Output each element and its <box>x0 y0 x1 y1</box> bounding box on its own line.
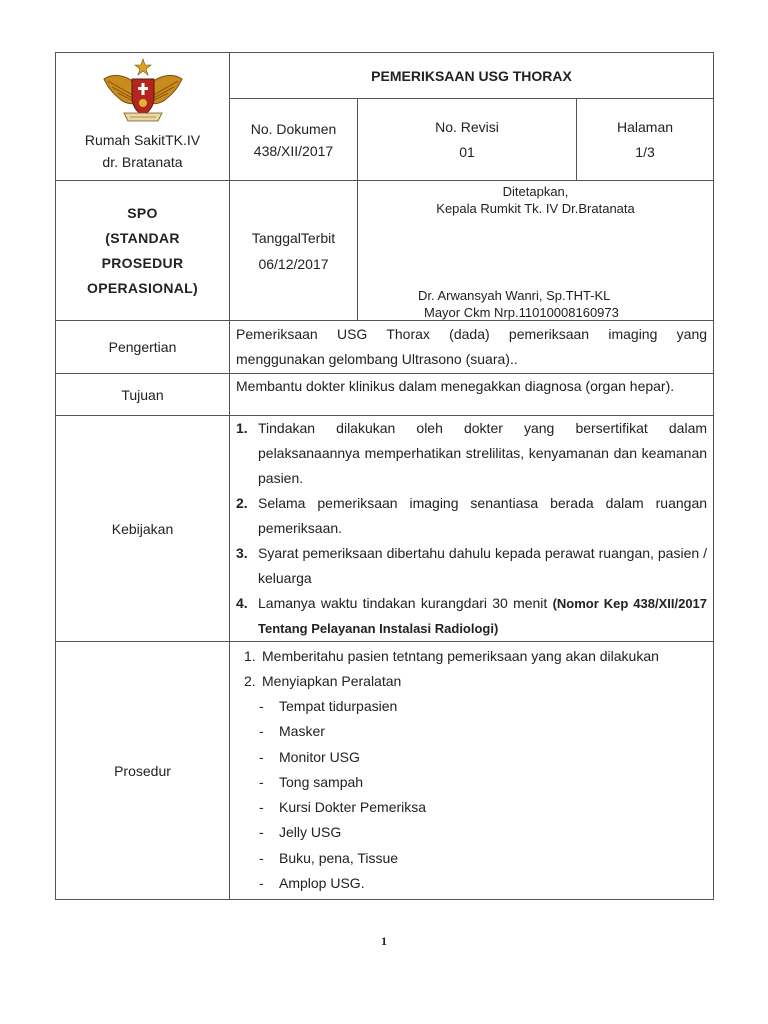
page-label: Halaman <box>617 118 674 135</box>
list-item: 4. Lamanya waktu tindakan kurangdari 30 menit (Nomor Kep 438/XII/2017 Tentang Pelayanan Instalasi Radiologi) <box>236 595 708 636</box>
document-number-value: 438/XII/2017 <box>253 142 334 159</box>
revision-value: 01 <box>459 143 475 160</box>
revision-label: No. Revisi <box>435 118 499 135</box>
hospital-name-line2: dr. Bratanata <box>102 154 183 170</box>
tujuan-label: Tujuan <box>56 374 230 416</box>
list-item: - Tempat tidurpasien <box>259 698 398 714</box>
kebijakan-content <box>230 416 714 642</box>
prosedur-content <box>230 642 714 900</box>
list-item: - Amplop USG. <box>259 875 365 892</box>
list-item: - Masker <box>259 723 325 740</box>
spo-line2: (STANDAR <box>105 229 180 246</box>
hospital-logo-cell <box>56 53 230 181</box>
list-item: 2. Menyiapkan Peralatan - Tempat tidurpasien - Masker - Monitor USG - Tong sampah - Kursi Dokter Pemeriksa - Jelly USG - Buku, pena, Tissue - Amplop USG. <box>236 669 707 896</box>
approval-line1: Ditetapkan, <box>502 184 569 199</box>
pengertian-text: Pemeriksaan USG Thorax (dada) pemeriksaan imaging yang menggunakan gelombang Ultrasono (suara).. <box>230 321 714 374</box>
approval-line2: Kepala Rumkit Tk. IV Dr.Bratanata <box>436 201 635 216</box>
spo-table <box>55 52 714 900</box>
tujuan-text: Membantu dokter klinikus dalam menegakkan diagnosa (organ hepar). <box>230 374 714 416</box>
list-item: 1. Tindakan dilakukan oleh dokter yang bersertifikat dalam pelaksanaannya memperhatikan strelilitas, kenyamanan dan keamanan pasien. <box>236 420 708 486</box>
list-item: - Monitor USG <box>259 748 360 765</box>
spo-line4: OPERASIONAL) <box>87 279 198 296</box>
spo-line3: PROSEDUR <box>101 254 184 271</box>
spo-line1: SPO <box>127 204 158 221</box>
issue-date-cell <box>230 181 358 321</box>
equipment-list <box>254 694 707 896</box>
list-item: 2. Selama pemeriksaan imaging senantiasa berada dalam ruangan pemeriksaan. <box>236 495 708 536</box>
page-value: 1/3 <box>635 143 655 160</box>
kebijakan-label: Kebijakan <box>56 416 230 642</box>
page-number: 1 <box>381 934 387 948</box>
list-item: - Kursi Dokter Pemeriksa <box>259 799 427 816</box>
document-number-cell <box>230 99 358 181</box>
spo-title-cell <box>56 181 230 321</box>
hospital-emblem-logo <box>102 57 184 127</box>
signer-name: Dr. Arwansyah Wanri, Sp.THT-KL <box>418 288 611 303</box>
prosedur-label: Prosedur <box>56 642 230 900</box>
prosedur-list <box>236 644 707 896</box>
list-item: - Jelly USG <box>259 824 342 841</box>
issue-date-value: 06/12/2017 <box>258 255 329 272</box>
hospital-name-line1: Rumah SakitTK.IV <box>84 132 201 148</box>
issue-date-label: TanggalTerbit <box>251 229 336 246</box>
kebijakan-list <box>230 416 707 641</box>
pengertian-label: Pengertian <box>56 321 230 374</box>
revision-cell <box>358 99 577 181</box>
list-item: - Buku, pena, Tissue <box>259 849 399 866</box>
approval-cell <box>358 181 714 321</box>
list-item: 1. Memberitahu pasien tetntang pemeriksaan yang akan dilakukan <box>244 648 659 664</box>
list-item: - Tong sampah <box>259 773 364 790</box>
list-item: 3. Syarat pemeriksaan dibertahu dahulu kepada perawat ruangan, pasien / keluarga <box>236 545 708 586</box>
document-number-label: No. Dokumen <box>250 120 337 137</box>
regulation-reference: (Nomor Kep 438/XII/2017 Tentang Pelayanan Instalasi Radiologi) <box>258 596 708 636</box>
page-cell <box>577 99 714 181</box>
document-title: PEMERIKSAAN USG THORAX <box>230 53 714 99</box>
signer-rank: Mayor Ckm Nrp.11010008160973 <box>424 305 619 320</box>
